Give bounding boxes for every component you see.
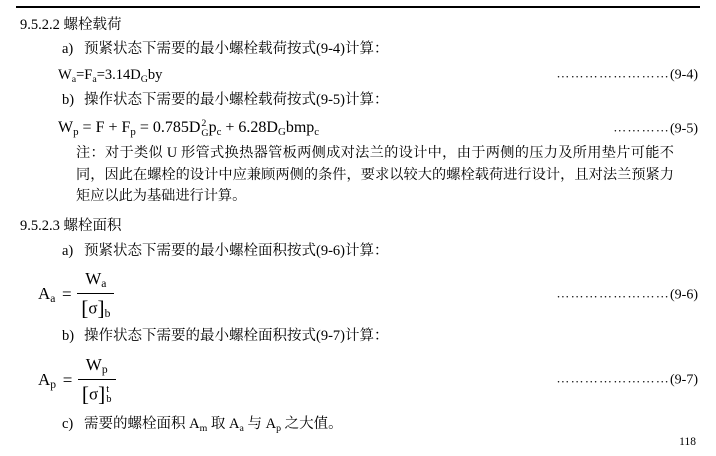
eq4-F-sub: a (92, 73, 97, 85)
c-sub-p: p (276, 422, 282, 434)
eq7-sigma: σ (88, 384, 99, 404)
eq5-D-sup: 2 (201, 117, 207, 129)
eq6-bracket-close: ] (97, 295, 105, 320)
list-text: 操作状态下需要的最小螺栓载荷按式(9-5)计算： (84, 91, 389, 108)
page-number: 118 (679, 436, 696, 448)
list-item (18, 240, 698, 262)
eq6-A-sub: a (50, 292, 56, 306)
eq5-mid: = F + F (78, 119, 131, 137)
leader-dots: …………………… (556, 285, 670, 301)
equation-9-5-tag (613, 118, 698, 141)
equation-number: (9-4) (670, 68, 698, 84)
eq7-W: W (85, 354, 102, 374)
eq6-denominator (77, 294, 114, 322)
list-text: 预紧状态下需要的最小螺栓面积按式(9-6)计算： (84, 242, 389, 259)
eq5-p: p (208, 119, 217, 137)
document-content (18, 0, 698, 436)
eq5-bmp: bmp (285, 119, 315, 137)
section-title: 螺栓面积 (63, 218, 122, 235)
eq7-denominator (78, 380, 116, 408)
list-text (84, 413, 343, 436)
eq5-D-sub: G (201, 127, 209, 139)
list-marker: a) (62, 41, 74, 58)
equation-9-6 (18, 268, 698, 321)
eq7-A (38, 369, 57, 392)
eq5-plus: + 6.28D (221, 119, 278, 137)
equation-9-4-body (58, 64, 162, 87)
equation-number: (9-6) (670, 287, 698, 303)
eq4-tail: by (147, 66, 163, 83)
equation-9-7-tag (556, 369, 698, 392)
equation-9-5-body (58, 116, 319, 141)
list-item (18, 89, 698, 111)
equation-9-6-body (38, 268, 116, 321)
eq4-W: W (58, 66, 72, 83)
eq4-value: =3.14D (96, 66, 141, 83)
equation-9-4-tag (556, 64, 698, 87)
eq4-D-sub: G (140, 73, 148, 85)
eq6-numerator (77, 268, 114, 294)
note-paragraph: 注：对于类似 U 形管式换热器管板两侧成对法兰的设计中，由于两侧的压力及所用垫片可能不同，因此在螺栓的设计中应兼顾两侧的条件，要求以较大的螺栓载荷进行设计，且对法兰预紧力矩应以此为基础进行计算。 (76, 145, 674, 204)
eq7-b-sub: b (106, 394, 112, 406)
eq7-t-sup: t (106, 383, 110, 395)
equation-9-5 (18, 116, 698, 141)
c-text-2: 取 A (207, 416, 240, 433)
section-heading-9523 (18, 215, 698, 237)
section-number: 9.5.2.3 (20, 218, 60, 235)
eq6-A-letter: A (38, 284, 51, 304)
header-rule (16, 6, 700, 8)
section-title: 螺栓载荷 (63, 17, 122, 33)
list-text: 操作状态下需要的最小螺栓面积按式(9-7)计算： (84, 328, 389, 345)
eq5-D2-sub: G (277, 126, 286, 139)
eq5-num1: = 0.785D (135, 119, 201, 137)
equation-9-7 (18, 354, 698, 407)
section-number: 9.5.2.2 (20, 17, 60, 33)
c-sub-a: a (239, 422, 244, 434)
eq5-D-subsup (201, 119, 208, 139)
leader-dots: ………… (613, 119, 670, 135)
eq5-F-sub: p (130, 126, 136, 139)
c-text-3: 与 A (243, 416, 277, 433)
eq7-numerator (78, 354, 116, 380)
list-marker: a) (62, 242, 74, 259)
c-text-4: 之大值。 (281, 416, 343, 433)
eq6-equals: = (62, 284, 72, 304)
equation-number: (9-7) (670, 373, 698, 389)
eq6-sigma: σ (88, 298, 98, 318)
list-marker: b) (62, 91, 75, 108)
list-item (18, 38, 698, 60)
equation-9-7-body (38, 354, 118, 407)
eq6-W-sub: a (101, 277, 107, 291)
eq6-bracket-open: [ (81, 295, 89, 320)
eq6-b-sub: b (104, 306, 111, 320)
leader-dots: …………………… (556, 66, 670, 82)
eq7-bracket-open: [ (81, 381, 89, 406)
c-sub-m: m (199, 422, 208, 434)
section-heading-9522 (18, 14, 698, 36)
leader-dots: …………………… (556, 371, 670, 387)
eq4-eqF: =F (76, 66, 93, 83)
c-text-1: 需要的螺栓面积 A (84, 416, 200, 433)
eq5-bmp-sub: c (314, 126, 320, 139)
list-item (18, 325, 698, 347)
eq7-b-subsup (106, 385, 111, 407)
eq7-W-sub: p (101, 363, 108, 377)
list-text: 预紧状态下需要的最小螺栓载荷按式(9-4)计算： (84, 41, 389, 58)
eq6-A (38, 284, 56, 306)
equation-number: (9-5) (670, 121, 698, 137)
list-item (18, 413, 698, 436)
eq5-W: W (58, 119, 74, 137)
eq5-p-sub: c (216, 126, 222, 139)
eq6-W: W (85, 269, 102, 289)
equation-9-6-tag (556, 283, 698, 306)
eq4-W-sub: a (71, 73, 77, 85)
list-marker: c) (62, 416, 74, 433)
eq6-fraction (77, 268, 114, 321)
eq7-A-letter: A (38, 369, 51, 389)
eq7-equals: = (62, 370, 73, 390)
eq5-W-sub: p (73, 126, 79, 139)
list-marker: b) (62, 328, 75, 345)
equation-9-4 (18, 64, 698, 87)
eq7-bracket-close: ] (98, 381, 106, 406)
eq7-fraction (78, 354, 116, 407)
eq7-A-sub: p (50, 378, 57, 392)
